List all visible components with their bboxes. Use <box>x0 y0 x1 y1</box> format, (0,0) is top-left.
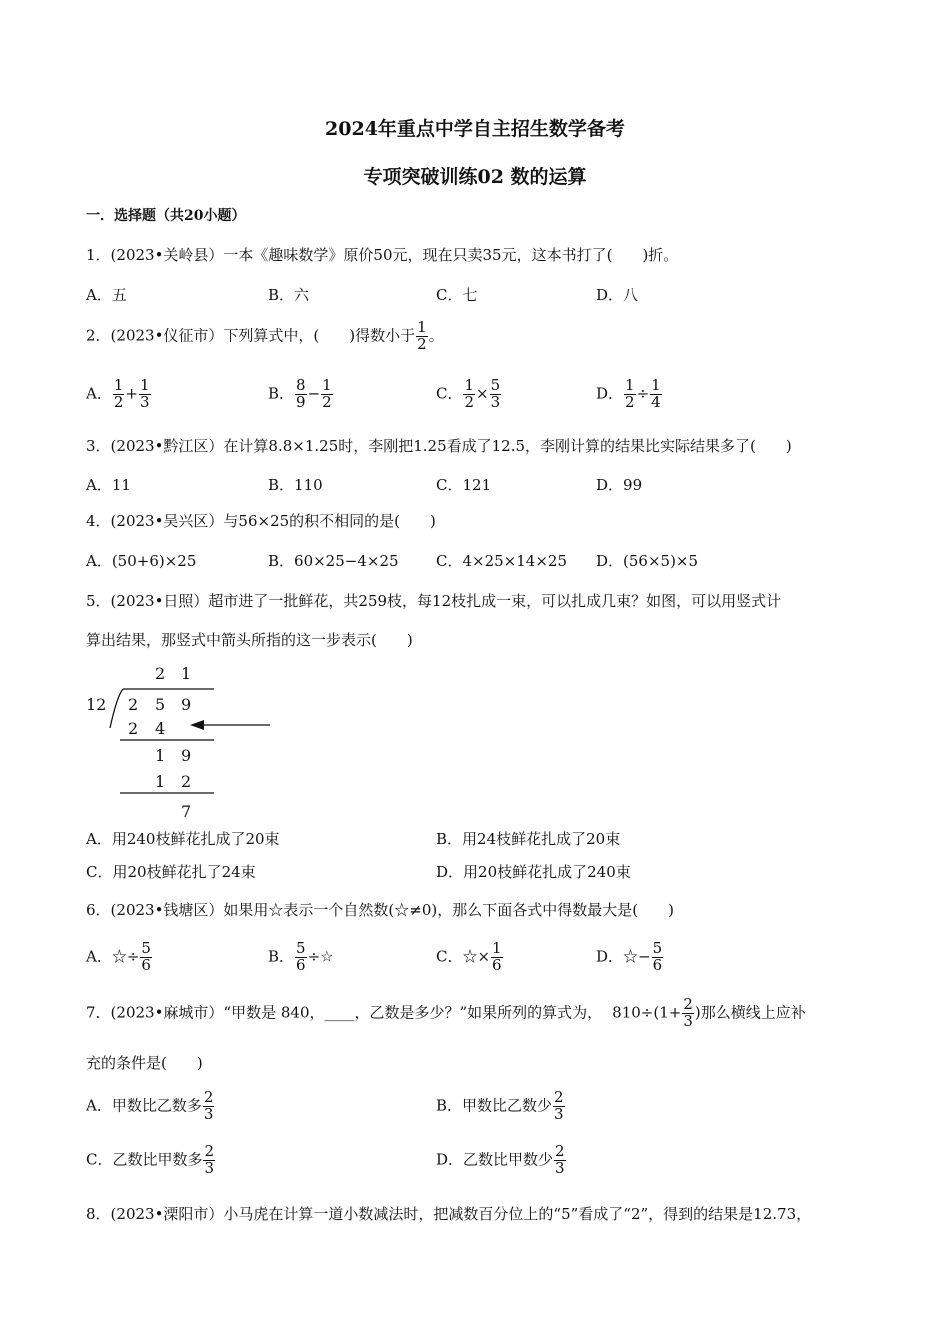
quotient-digit: 2 <box>155 664 166 683</box>
division-lines <box>80 660 280 825</box>
question-8-stem: 8．(2023•溧阳市）小马虎在计算一道小数减法时，把减数百分位上的“5”看成了“2”，得到的结果是12.73， <box>86 1205 812 1223</box>
q7-option-a: A．甲数比乙数多 $\frac{2}{3}$ <box>86 1088 214 1123</box>
question-6-stem: 6．(2023•钱塘区）如果用☆表示一个自然数(☆≠0)，那么下面各式中得数最大是( ) <box>86 901 674 919</box>
q1-option-c: C．七 <box>436 286 478 304</box>
q2-option-a: A． $\frac{1}{2}$ + $\frac{1}{3}$ <box>86 376 150 411</box>
remainder-digit: 1 <box>155 746 166 765</box>
quotient-digit: 1 <box>181 664 192 683</box>
q7-option-d: D．乙数比甲数少 $\frac{2}{3}$ <box>436 1142 565 1177</box>
q4-option-b: B．60×25−4×25 <box>268 552 399 570</box>
q5-option-c: C．用20枝鲜花扎了24束 <box>86 863 256 881</box>
divisor: 12 <box>86 695 107 714</box>
question-7-stem-line1: 7．(2023•麻城市）“甲数是 840，____，乙数是多少？”如果所列的算式为， 810÷(1+ $\frac{2}{3}$ )那么横线上应补 <box>86 995 806 1030</box>
q2-option-b: B． $\frac{8}{9}$ − $\frac{1}{2}$ <box>268 376 332 411</box>
q5-option-b: B．用24枝鲜花扎成了20束 <box>436 830 621 848</box>
subtrahend-digit: 4 <box>155 719 166 738</box>
doc-title: 2024年重点中学自主招生数学备考 <box>325 118 625 140</box>
q3-option-c: C．121 <box>436 476 492 494</box>
dividend-digit: 2 <box>128 695 139 714</box>
q6-option-b: B． $\frac{5}{6}$ ÷☆ <box>268 939 334 974</box>
q6-option-a: A．☆÷ $\frac{5}{6}$ <box>86 939 151 974</box>
q3-option-d: D．99 <box>596 476 643 494</box>
fraction: $\frac{1}{2}$ <box>417 318 427 353</box>
doc-subtitle: 专项突破训练02 数的运算 <box>363 166 587 188</box>
q6-option-d: D．☆− $\frac{5}{6}$ <box>596 939 663 974</box>
q3-option-a: A．11 <box>86 476 131 494</box>
question-1-stem: 1．(2023•关岭县）一本《趣味数学》原价50元，现在只卖35元，这本书打了( )折。 <box>86 246 679 264</box>
q5-option-a: A．用240枝鲜花扎成了20束 <box>86 830 280 848</box>
q7-option-c: C．乙数比甲数多 $\frac{2}{3}$ <box>86 1142 215 1177</box>
question-2-stem <box>86 320 444 353</box>
subtrahend-digit: 2 <box>181 772 192 791</box>
section-heading: 一．选择题（共20小题） <box>86 208 246 224</box>
q1-option-a: A．五 <box>86 286 127 304</box>
q2-option-c: C． $\frac{1}{2}$ × $\frac{5}{3}$ <box>436 376 501 411</box>
question-4-stem: 4．(2023•吴兴区）与56×25的积不相同的是( ) <box>86 512 436 530</box>
question-5-stem-line2: 算出结果，那竖式中箭头所指的这一步表示( ) <box>86 631 413 649</box>
q4-option-c: C．4×25×14×25 <box>436 552 567 570</box>
q2-option-d: D． $\frac{1}{2}$ ÷ $\frac{1}{4}$ <box>596 376 661 411</box>
q2-stem-text: 2．(2023•仪征市）下列算式中，( )得数小于 <box>86 326 416 345</box>
q1-option-d: D．八 <box>596 286 639 304</box>
final-remainder: 7 <box>181 802 192 821</box>
q1-option-b: B．六 <box>268 286 310 304</box>
subtrahend-digit: 2 <box>128 719 139 738</box>
q3-option-b: B．110 <box>268 476 323 494</box>
question-5-stem-line1: 5．(2023•日照）超市进了一批鲜花，共259枝，每12枝扎成一束，可以扎成几束？如图，可以用竖式计 <box>86 592 782 610</box>
q5-option-d: D．用20枝鲜花扎成了240束 <box>436 863 631 881</box>
question-3-stem: 3．(2023•黔江区）在计算8.8×1.25时，李刚把1.25看成了12.5，李刚计算的结果比实际结果多了( ) <box>86 437 792 455</box>
dividend-digit: 9 <box>181 695 192 714</box>
long-division-figure <box>80 660 280 825</box>
q6-option-c: C．☆× $\frac{1}{6}$ <box>436 939 502 974</box>
remainder-digit: 9 <box>181 746 192 765</box>
dividend-digit: 5 <box>155 695 166 714</box>
q4-option-d: D．(56×5)×5 <box>596 552 699 570</box>
question-7-stem-line2: 充的条件是( ) <box>86 1054 203 1072</box>
q4-option-a: A．(50+6)×25 <box>86 552 197 570</box>
q7-option-b: B．甲数比乙数少 $\frac{2}{3}$ <box>436 1088 564 1123</box>
subtrahend-digit: 1 <box>155 772 166 791</box>
q2-stem-end: 。 <box>428 326 444 345</box>
